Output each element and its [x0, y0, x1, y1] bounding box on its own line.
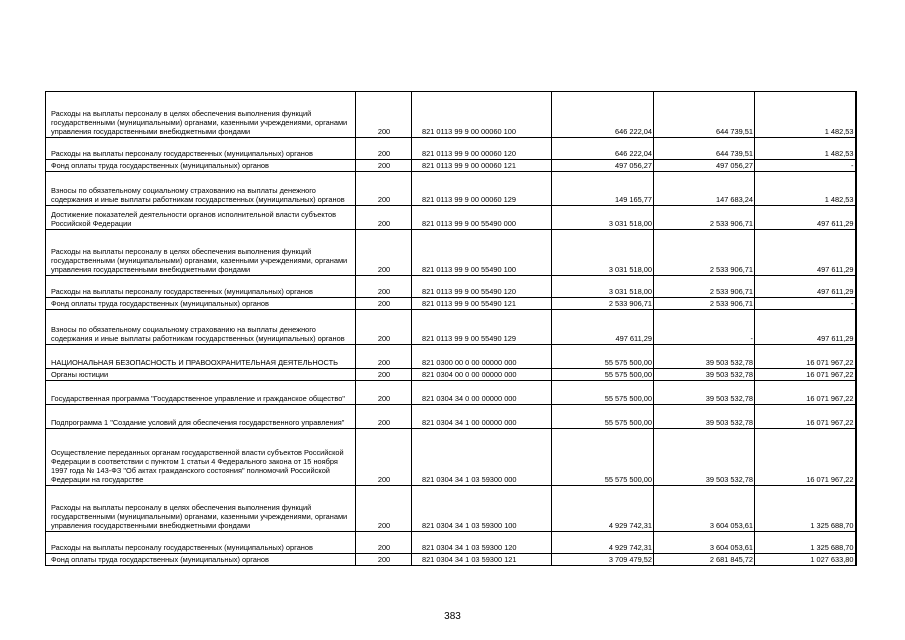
row-name-cell: НАЦИОНАЛЬНАЯ БЕЗОПАСНОСТЬ И ПРАВООХРАНИТЕЛЬНАЯ ДЕЯТЕЛЬНОСТЬ: [46, 345, 356, 369]
row-unexecuted-amount-cell: 1 325 688,70: [755, 486, 856, 532]
row-unexecuted-amount-cell: 16 071 967,22: [755, 369, 856, 381]
row-budget-code-cell: 821 0304 00 0 00 00000 000: [412, 369, 552, 381]
table-row: [46, 345, 856, 369]
row-budget-code-cell: 821 0304 34 1 03 59300 120: [412, 532, 552, 554]
row-unexecuted-amount-cell: 497 611,29: [755, 310, 856, 345]
row-name-cell: Фонд оплаты труда государственных (муниципальных) органов: [46, 298, 356, 310]
row-line-code-cell: 200: [356, 381, 412, 405]
table-row: [46, 276, 856, 298]
row-budget-code-cell: 821 0304 34 1 03 59300 000: [412, 429, 552, 486]
row-approved-amount-cell: 4 929 742,31: [552, 486, 654, 532]
row-name-cell: Расходы на выплаты персоналу государственных (муниципальных) органов: [46, 276, 356, 298]
row-name-cell: Расходы на выплаты персоналу государственных (муниципальных) органов: [46, 532, 356, 554]
row-budget-code-cell: 821 0300 00 0 00 00000 000: [412, 345, 552, 369]
row-budget-code-cell: 821 0113 99 9 00 00060 100: [412, 92, 552, 138]
row-line-code-cell: 200: [356, 206, 412, 230]
table-row: [46, 429, 856, 486]
row-executed-amount-cell: 2 533 906,71: [654, 276, 755, 298]
table-row: [46, 554, 856, 566]
row-approved-amount-cell: 3 709 479,52: [552, 554, 654, 566]
row-line-code-cell: 200: [356, 160, 412, 172]
row-budget-code-cell: 821 0113 99 9 00 55490 129: [412, 310, 552, 345]
row-approved-amount-cell: 55 575 500,00: [552, 429, 654, 486]
row-approved-amount-cell: 4 929 742,31: [552, 532, 654, 554]
row-executed-amount-cell: 2 533 906,71: [654, 230, 755, 276]
row-budget-code-cell: 821 0113 99 9 00 00060 129: [412, 172, 552, 206]
row-unexecuted-amount-cell: -: [755, 298, 856, 310]
row-budget-code-cell: 821 0113 99 9 00 55490 121: [412, 298, 552, 310]
table-row: [46, 369, 856, 381]
row-unexecuted-amount-cell: 1 027 633,80: [755, 554, 856, 566]
row-executed-amount-cell: 3 604 053,61: [654, 486, 755, 532]
row-unexecuted-amount-cell: 497 611,29: [755, 206, 856, 230]
row-name-cell: Взносы по обязательному социальному страхованию на выплаты денежного содержания и иные выплаты работникам государственных (муниципальных) органов: [46, 172, 356, 206]
row-approved-amount-cell: 3 031 518,00: [552, 230, 654, 276]
row-budget-code-cell: 821 0304 34 1 03 59300 121: [412, 554, 552, 566]
row-executed-amount-cell: 3 604 053,61: [654, 532, 755, 554]
row-approved-amount-cell: 497 056,27: [552, 160, 654, 172]
row-name-cell: Подпрограмма 1 "Создание условий для обеспечения государственного управления": [46, 405, 356, 429]
table-body: [46, 92, 856, 566]
row-line-code-cell: 200: [356, 532, 412, 554]
row-unexecuted-amount-cell: 1 325 688,70: [755, 532, 856, 554]
budget-execution-table: [45, 91, 857, 566]
table-row: [46, 405, 856, 429]
table-row: [46, 138, 856, 160]
row-line-code-cell: 200: [356, 172, 412, 206]
row-approved-amount-cell: 497 611,29: [552, 310, 654, 345]
row-line-code-cell: 200: [356, 405, 412, 429]
row-approved-amount-cell: 3 031 518,00: [552, 206, 654, 230]
row-approved-amount-cell: 646 222,04: [552, 138, 654, 160]
row-approved-amount-cell: 55 575 500,00: [552, 405, 654, 429]
row-executed-amount-cell: 39 503 532,78: [654, 369, 755, 381]
row-unexecuted-amount-cell: 497 611,29: [755, 230, 856, 276]
table-row: [46, 230, 856, 276]
row-unexecuted-amount-cell: 497 611,29: [755, 276, 856, 298]
row-executed-amount-cell: 39 503 532,78: [654, 381, 755, 405]
row-line-code-cell: 200: [356, 276, 412, 298]
row-executed-amount-cell: 644 739,51: [654, 138, 755, 160]
row-name-cell: Расходы на выплаты персоналу в целях обеспечения выполнения функций государственными (муниципальными) органами, казенными учреждениями, органами управления государственными внебюджетными фондами: [46, 92, 356, 138]
row-line-code-cell: 200: [356, 298, 412, 310]
table-row: [46, 298, 856, 310]
row-unexecuted-amount-cell: 16 071 967,22: [755, 429, 856, 486]
row-approved-amount-cell: 646 222,04: [552, 92, 654, 138]
row-line-code-cell: 200: [356, 429, 412, 486]
row-budget-code-cell: 821 0304 34 1 03 59300 100: [412, 486, 552, 532]
row-budget-code-cell: 821 0113 99 9 00 55490 120: [412, 276, 552, 298]
row-budget-code-cell: 821 0113 99 9 00 55490 100: [412, 230, 552, 276]
row-approved-amount-cell: 55 575 500,00: [552, 381, 654, 405]
row-line-code-cell: 200: [356, 310, 412, 345]
page-number: 383: [444, 611, 461, 622]
table-row: [46, 172, 856, 206]
row-budget-code-cell: 821 0304 34 0 00 00000 000: [412, 381, 552, 405]
row-name-cell: Фонд оплаты труда государственных (муниципальных) органов: [46, 554, 356, 566]
row-executed-amount-cell: 39 503 532,78: [654, 405, 755, 429]
row-unexecuted-amount-cell: 16 071 967,22: [755, 381, 856, 405]
row-name-cell: Фонд оплаты труда государственных (муниципальных) органов: [46, 160, 356, 172]
row-executed-amount-cell: 2 533 906,71: [654, 206, 755, 230]
row-unexecuted-amount-cell: 1 482,53: [755, 138, 856, 160]
row-budget-code-cell: 821 0304 34 1 00 00000 000: [412, 405, 552, 429]
row-line-code-cell: 200: [356, 486, 412, 532]
row-line-code-cell: 200: [356, 369, 412, 381]
row-line-code-cell: 200: [356, 92, 412, 138]
row-approved-amount-cell: 55 575 500,00: [552, 345, 654, 369]
table-row: [46, 486, 856, 532]
row-line-code-cell: 200: [356, 345, 412, 369]
table-row: [46, 532, 856, 554]
row-budget-code-cell: 821 0113 99 9 00 00060 121: [412, 160, 552, 172]
row-name-cell: Осуществление переданных органам государственной власти субъектов Российской Федерации в соответствии с пунктом 1 статьи 4 Федерального закона от 15 ноября 1997 года № 143-ФЗ "Об актах гражданского состояния" полномочий Российской Федерации на государстве: [46, 429, 356, 486]
row-name-cell: Расходы на выплаты персоналу в целях обеспечения выполнения функций государственными (муниципальными) органами, казенными учреждениями, органами управления государственными внебюджетными фондами: [46, 230, 356, 276]
table-row: [46, 381, 856, 405]
row-executed-amount-cell: 2 681 845,72: [654, 554, 755, 566]
row-name-cell: Взносы по обязательному социальному страхованию на выплаты денежного содержания и иные выплаты работникам государственных (муниципальных) органов: [46, 310, 356, 345]
table-row: [46, 160, 856, 172]
row-line-code-cell: 200: [356, 230, 412, 276]
row-executed-amount-cell: 39 503 532,78: [654, 429, 755, 486]
row-name-cell: Расходы на выплаты персоналу государственных (муниципальных) органов: [46, 138, 356, 160]
row-name-cell: Расходы на выплаты персоналу в целях обеспечения выполнения функций государственными (муниципальными) органами, казенными учреждениями, органами управления государственными внебюджетными фондами: [46, 486, 356, 532]
row-budget-code-cell: 821 0113 99 9 00 00060 120: [412, 138, 552, 160]
row-approved-amount-cell: 149 165,77: [552, 172, 654, 206]
row-unexecuted-amount-cell: 1 482,53: [755, 172, 856, 206]
row-executed-amount-cell: 39 503 532,78: [654, 345, 755, 369]
row-unexecuted-amount-cell: 16 071 967,22: [755, 345, 856, 369]
row-executed-amount-cell: -: [654, 310, 755, 345]
row-executed-amount-cell: 644 739,51: [654, 92, 755, 138]
table-row: [46, 206, 856, 230]
row-name-cell: Органы юстиции: [46, 369, 356, 381]
table-row: [46, 310, 856, 345]
row-name-cell: Достижение показателей деятельности органов исполнительной власти субъектов Российской Федерации: [46, 206, 356, 230]
row-approved-amount-cell: 3 031 518,00: [552, 276, 654, 298]
row-line-code-cell: 200: [356, 138, 412, 160]
row-approved-amount-cell: 55 575 500,00: [552, 369, 654, 381]
row-budget-code-cell: 821 0113 99 9 00 55490 000: [412, 206, 552, 230]
row-line-code-cell: 200: [356, 554, 412, 566]
row-approved-amount-cell: 2 533 906,71: [552, 298, 654, 310]
row-executed-amount-cell: 497 056,27: [654, 160, 755, 172]
row-unexecuted-amount-cell: 16 071 967,22: [755, 405, 856, 429]
table-row: [46, 92, 856, 138]
row-executed-amount-cell: 2 533 906,71: [654, 298, 755, 310]
row-name-cell: Государственная программа "Государственное управление и гражданское общество": [46, 381, 356, 405]
row-executed-amount-cell: 147 683,24: [654, 172, 755, 206]
row-unexecuted-amount-cell: -: [755, 160, 856, 172]
row-unexecuted-amount-cell: 1 482,53: [755, 92, 856, 138]
